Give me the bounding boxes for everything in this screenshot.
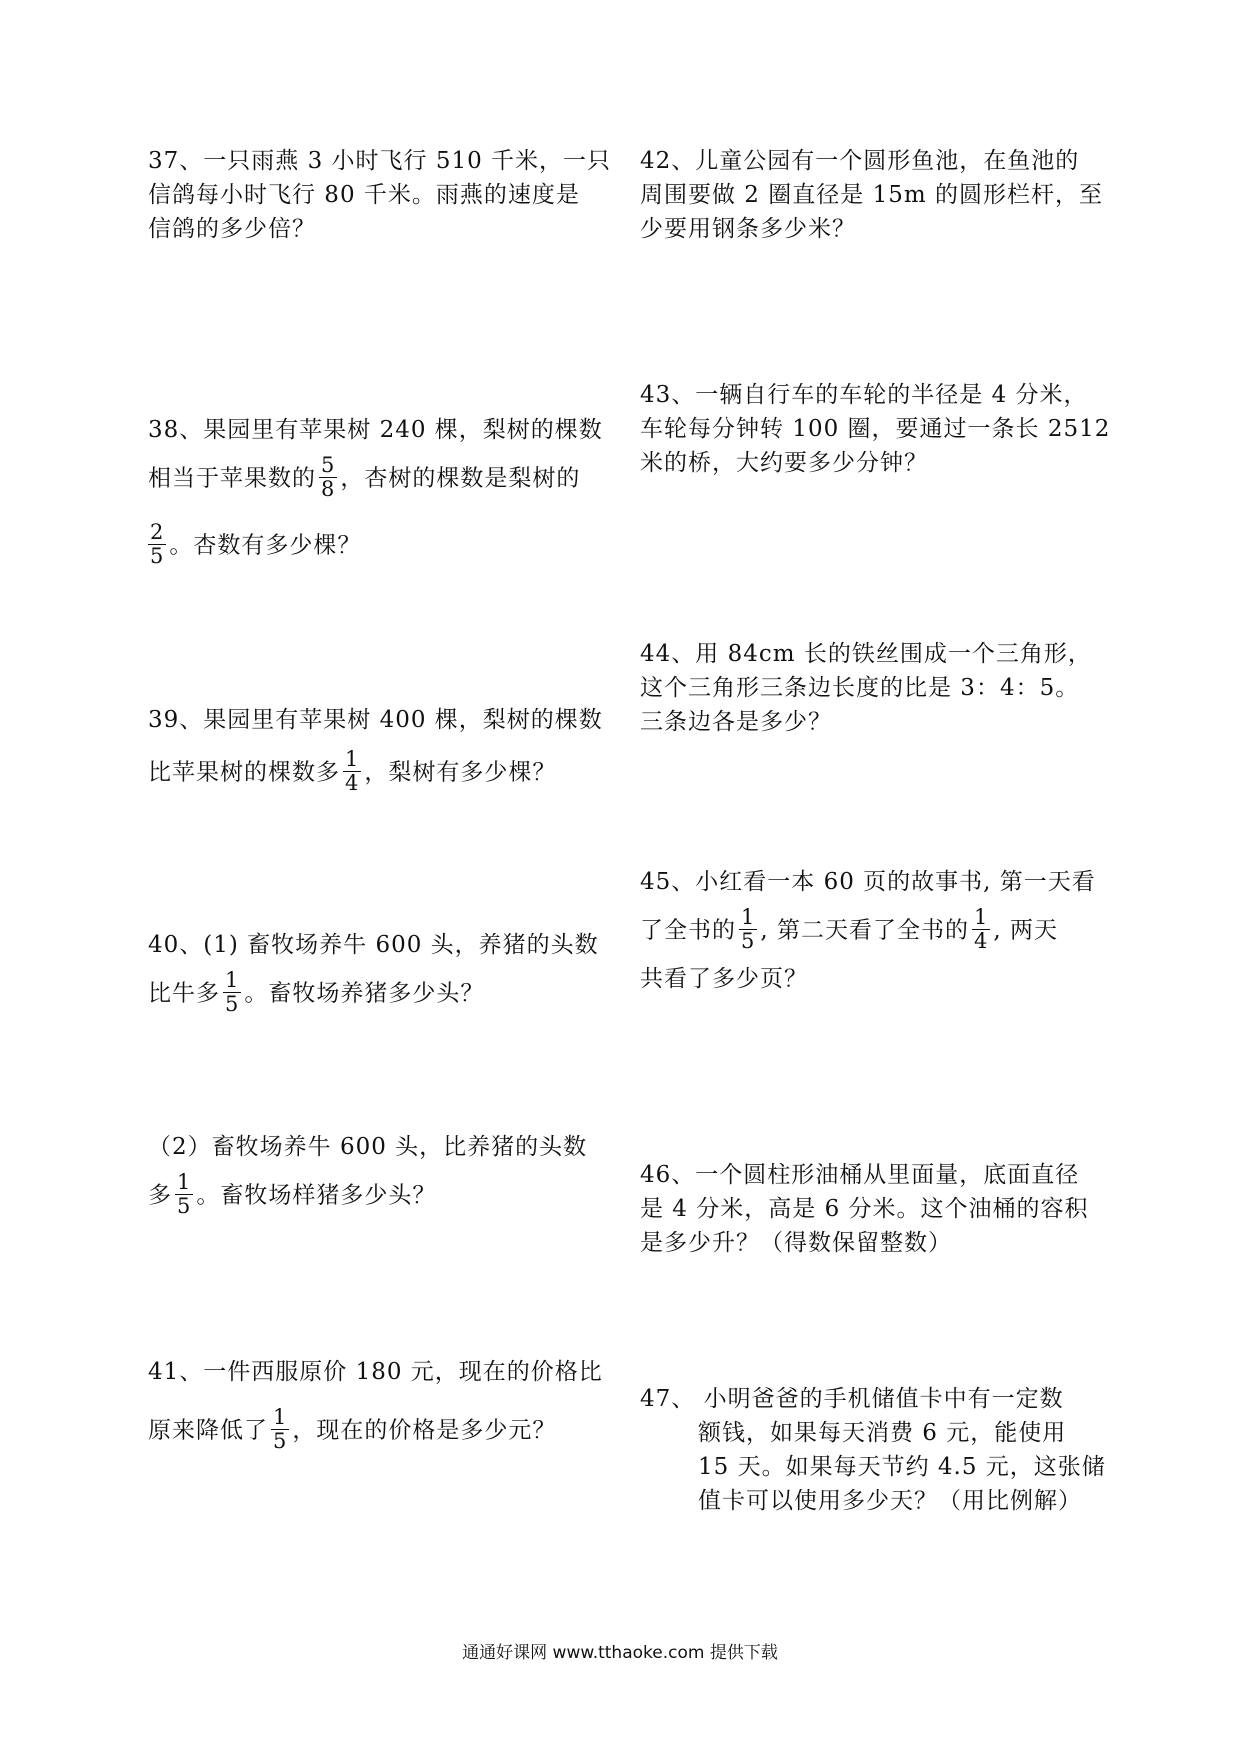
fraction-numerator: 5 (321, 453, 336, 477)
problem-text: 米的桥，大约要多少分钟？ (640, 450, 928, 476)
problem-text: 信鸽的多少倍？ (148, 216, 316, 242)
problem-44 (640, 637, 1092, 739)
problem-text: ，现在的价格是多少元？ (292, 1417, 557, 1444)
problem-text: , 两天 (993, 917, 1058, 944)
problem-text-line (148, 1405, 603, 1455)
fraction-denominator: 5 (273, 1429, 288, 1453)
fraction-denominator: 5 (225, 992, 240, 1016)
problem-text: 43、一辆自行车的车轮的半径是 4 分米， (640, 382, 1088, 408)
problem-text: 15 天。如果每天节约 4.5 元，这张储 (698, 1454, 1106, 1480)
problem-text: 车轮每分钟转 100 圈，要通过一条长 2512 (640, 416, 1111, 442)
fraction-denominator: 4 (345, 771, 360, 795)
problem-text: 是 4 分米，高是 6 分米。这个油桶的容积 (640, 1196, 1089, 1222)
problem-text: 三条边各是多少？ (640, 709, 832, 735)
problem-text: 39、果园里有苹果树 400 棵，梨树的棵数 (148, 707, 603, 733)
problem-40-1 (148, 925, 599, 1018)
problem-text: 共看了多少页？ (640, 966, 808, 992)
fraction-numerator: 1 (225, 968, 240, 992)
problem-text: , 第二天看了全书的 (760, 917, 969, 944)
problem-text-line (148, 747, 603, 797)
problem-text: 相当于苹果数的 (148, 465, 316, 492)
problem-text: 比牛多 (148, 980, 220, 1007)
problem-text: 了全书的 (640, 917, 736, 944)
fraction-numerator: 1 (345, 747, 360, 771)
problem-text: 少要用钢条多少米？ (640, 216, 856, 242)
problem-43 (640, 378, 1110, 480)
problem-text: 值卡可以使用多少天？（用比例解） (698, 1488, 1082, 1514)
problem-text-line (148, 968, 599, 1018)
problem-38 (148, 410, 603, 570)
page-footer: 通通好课网 www.tthaoke.com 提供下载 (462, 1643, 778, 1663)
problem-37 (148, 144, 611, 246)
problem-text: 46、一个圆柱形油桶从里面量，底面直径 (640, 1162, 1080, 1188)
problem-42 (640, 144, 1103, 246)
fraction (148, 521, 166, 568)
fraction-numerator: 1 (741, 905, 756, 929)
problem-text-line (640, 905, 1096, 955)
fraction-denominator: 5 (741, 929, 756, 953)
fraction (271, 1406, 289, 1453)
fraction (175, 1171, 193, 1218)
problem-text: （2）畜牧场养牛 600 头，比养猪的头数 (148, 1134, 588, 1160)
problem-46 (640, 1158, 1089, 1260)
problem-text-line (148, 1170, 587, 1220)
problem-text-line (148, 453, 603, 503)
fraction-numerator: 1 (177, 1170, 192, 1194)
problem-text: 比苹果树的棵数多 (148, 759, 340, 786)
problem-text: 42、儿童公园有一个圆形鱼池，在鱼池的 (640, 148, 1080, 174)
problem-text: 周围要做 2 圈直径是 15m 的圆形栏杆，至 (640, 182, 1103, 208)
fraction-denominator: 8 (321, 477, 336, 501)
fraction-denominator: 4 (974, 929, 989, 953)
problem-text: ，杏树的棵数是梨树的 (340, 465, 581, 492)
fraction (319, 454, 337, 501)
problem-text: 。杏数有多少棵？ (169, 532, 362, 559)
problem-text: 原来降低了 (148, 1417, 268, 1444)
problem-text: 37、一只雨燕 3 小时飞行 510 千米，一只 (148, 148, 612, 174)
problem-text: 是多少升？（得数保留整数） (640, 1230, 952, 1256)
fraction (223, 969, 241, 1016)
problem-text: 47、 小明爸爸的手机储值卡中有一定数 (640, 1386, 1064, 1412)
problem-text: 多 (148, 1182, 172, 1209)
fraction (739, 906, 757, 953)
problem-45 (640, 862, 1096, 999)
problem-40-2 (148, 1127, 587, 1220)
fraction-denominator: 5 (150, 544, 165, 568)
problem-text: 44、用 84cm 长的铁丝围成一个三角形， (640, 641, 1092, 667)
problem-41 (148, 1352, 603, 1455)
fraction-numerator: 2 (150, 520, 165, 544)
problem-text: 41、一件西服原价 180 元，现在的价格比 (148, 1359, 603, 1385)
fraction-numerator: 1 (974, 905, 989, 929)
problem-text: 额钱，如果每天消费 6 元，能使用 (698, 1420, 1067, 1446)
problem-text-line (148, 520, 603, 570)
problem-39 (148, 700, 603, 797)
fraction-denominator: 5 (177, 1194, 192, 1218)
problem-text: 40、(1) 畜牧场养牛 600 头，养猪的头数 (148, 932, 599, 958)
problem-text: ，梨树有多少棵？ (364, 759, 557, 786)
problem-text: 这个三角形三条边长度的比是 3：4：5。 (640, 675, 1080, 701)
problem-text: 45、小红看一本 60 页的故事书, 第一天看 (640, 869, 1096, 895)
problem-text: 。畜牧场养猪多少头？ (244, 980, 485, 1007)
fraction (343, 748, 361, 795)
fraction-numerator: 1 (273, 1405, 288, 1429)
fraction (972, 906, 990, 953)
problem-text: 38、果园里有苹果树 240 棵，梨树的棵数 (148, 417, 603, 443)
problem-text: 。畜牧场样猪多少头？ (196, 1182, 437, 1209)
problem-text: 信鸽每小时飞行 80 千米。雨燕的速度是 (148, 182, 580, 208)
problem-47 (640, 1382, 1106, 1518)
